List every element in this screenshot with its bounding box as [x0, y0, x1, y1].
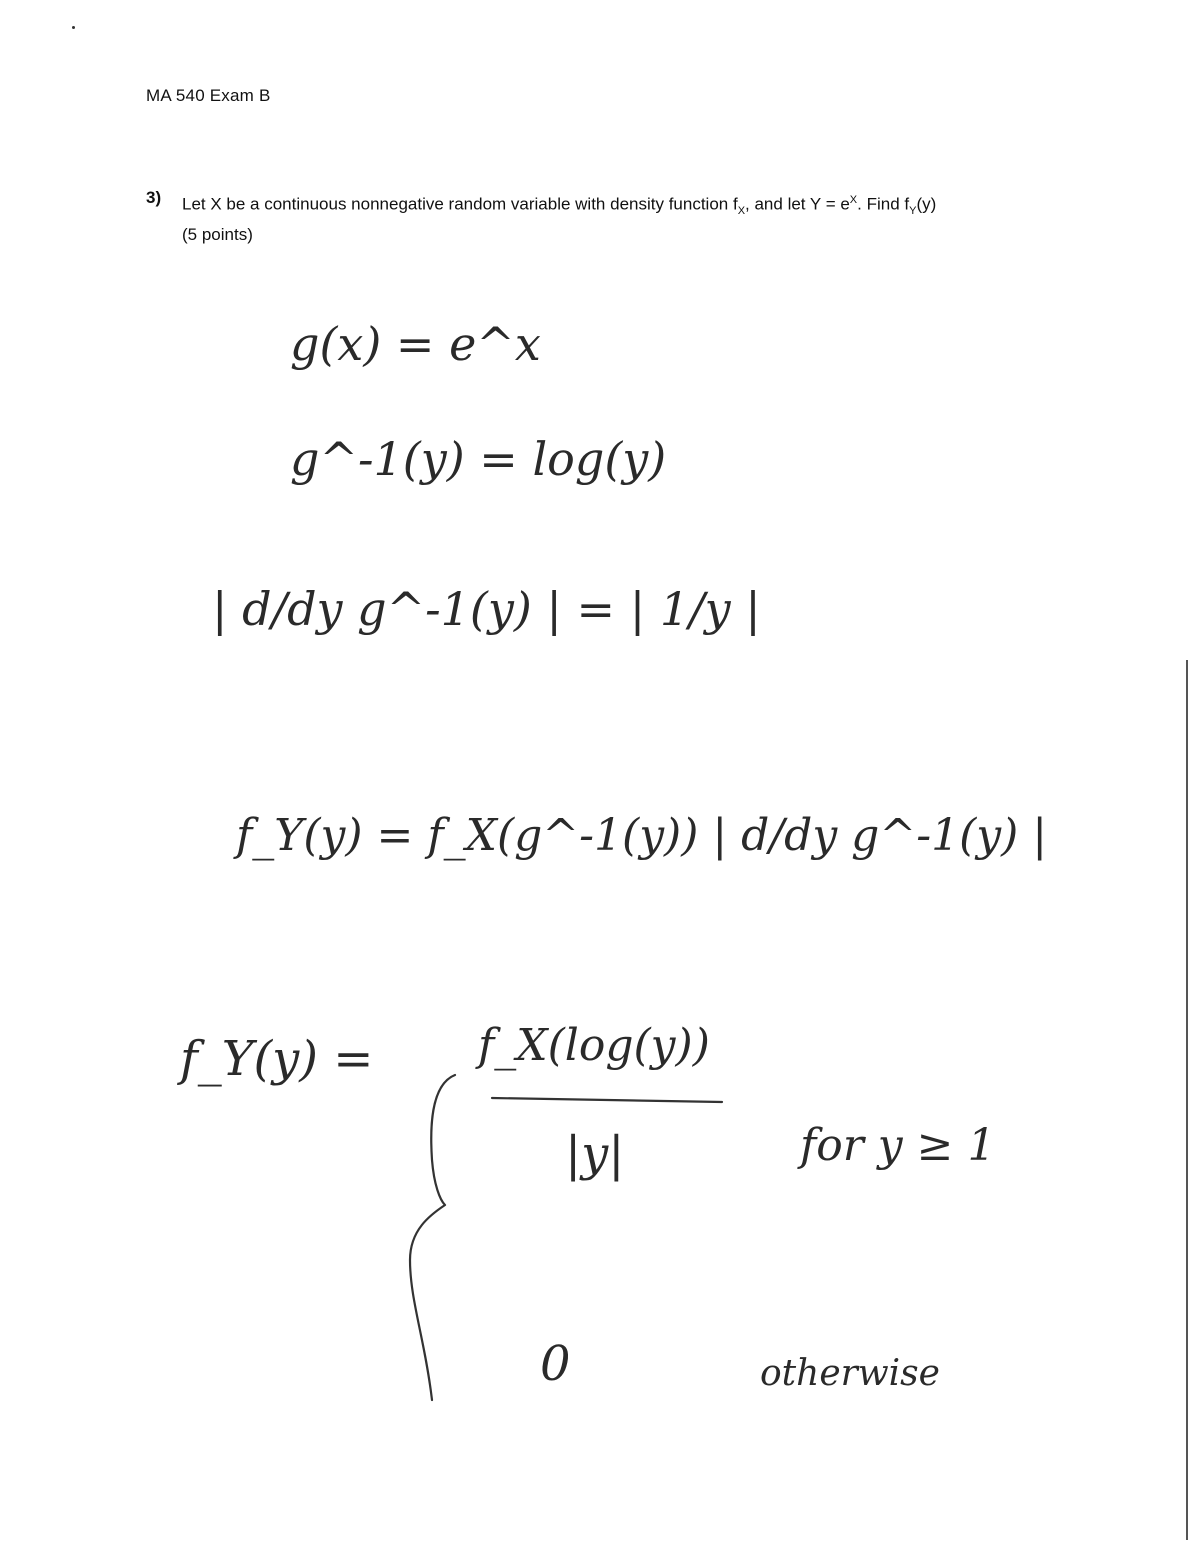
hw-line-6-value: 0: [540, 1336, 571, 1392]
hw-fy-label: f_Y(y) =: [180, 1031, 374, 1087]
hw-line-5-denominator: |y|: [565, 1126, 625, 1182]
question-points: (5 points): [182, 225, 253, 245]
question-part-2: , and let Y = e: [745, 194, 850, 214]
hw-line-3: | d/dy g^-1(y) | = | 1/y |: [212, 582, 761, 636]
hw-line-6-condition: otherwise: [760, 1353, 940, 1394]
exam-header: MA 540 Exam B: [146, 86, 271, 105]
hw-line-4: f_Y(y) = f_X(g^-1(y)) | d/dy g^-1(y) |: [236, 810, 1048, 861]
hw-line-5-numerator: f_X(log(y)): [478, 1020, 710, 1071]
subscript-x: X: [737, 205, 746, 218]
hw-fraction-bar: [492, 1098, 722, 1102]
superscript-x: X: [849, 194, 858, 206]
hw-line-1: g(x) = e^x: [290, 317, 541, 371]
scan-edge-line: [1186, 660, 1188, 1540]
subscript-y: Y: [909, 205, 917, 218]
question-part-1: Let X be a continuous nonnegative random variable with density function f: [182, 194, 738, 214]
hw-line-5-condition: for y ≥ 1: [800, 1120, 996, 1171]
question-number: 3): [146, 188, 162, 207]
hw-brace: [410, 1075, 455, 1400]
question-part-3: . Find f: [857, 194, 910, 214]
hw-line-2: g^-1(y) = log(y): [290, 432, 667, 486]
question-part-4: (y): [916, 194, 937, 214]
